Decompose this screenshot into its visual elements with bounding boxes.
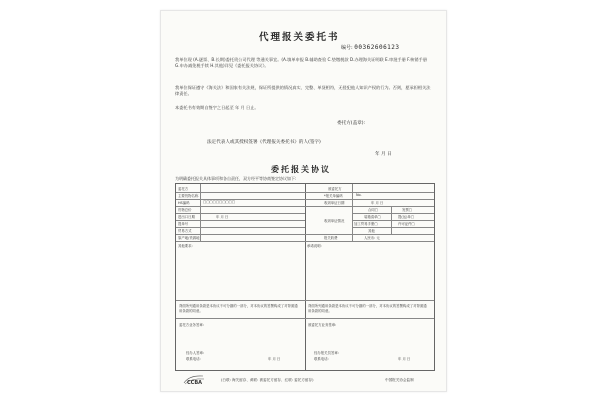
agreement-caption: 为明确委托报关具体事项和各自责任，双方经平等协商签定协议如下: bbox=[175, 176, 297, 181]
number-value: 00362606123 bbox=[354, 44, 400, 51]
signature-date: 年 月 日 bbox=[375, 152, 392, 157]
representative-label: 法定代表人或其授权签署《代理报关委托书》的人(签字) bbox=[207, 140, 321, 145]
right-row-label: 报关收费 bbox=[324, 236, 338, 240]
agent-sign-date: 年 月 日 bbox=[398, 357, 411, 361]
import-date-value: 年 月 日 bbox=[216, 215, 229, 219]
paragraph-3: 本委托书有效期自签字之日起至 年 月 日止。 bbox=[175, 105, 259, 110]
right-row-label: 被委托方 bbox=[328, 187, 342, 191]
terms-right: 背面所列通用条款是本协议不可分割的一部分，对本协议的签署构成了对背面通用条款的同意。 bbox=[308, 304, 427, 313]
right-commitment: 承诺说明: bbox=[307, 244, 322, 248]
agent-phone: 联系电话: bbox=[314, 357, 329, 361]
left-row-label: 主要货物名称 bbox=[178, 194, 199, 198]
doc-check-item: 装箱清单□ bbox=[364, 215, 381, 219]
table-divider bbox=[305, 184, 306, 370]
agreement-title: 委托报关协议 bbox=[271, 165, 331, 174]
principal-sign-date: 年 月 日 bbox=[268, 357, 281, 361]
footer-copies: (白联: 海关留存、黄联: 被委托方留存、红联: 委托方留存) bbox=[221, 378, 314, 382]
doc-check-item: 提(运)单□ bbox=[398, 215, 415, 219]
document-number bbox=[341, 44, 400, 51]
agent-business-seal: 被委托方业务签章: bbox=[308, 323, 337, 327]
principal-handler: 经办人签章: bbox=[186, 351, 205, 355]
left-row-label: 原产地/货源地 bbox=[178, 236, 200, 240]
left-row-label: 提单号 bbox=[178, 222, 189, 226]
fee-unit: 人民币: 元 bbox=[364, 236, 380, 240]
paragraph-2: 我单位保证遵守《海关法》和国家有关法规，保证所提供的情况真实、完整、单货相符，无侵犯他人知识产权的行为。否则，愿承担相关法律责任。 bbox=[175, 85, 431, 97]
doc-check-item: 许可证件□ bbox=[398, 222, 415, 226]
number-label: 编号: bbox=[341, 45, 353, 51]
left-row-label: 货物总价 bbox=[178, 208, 192, 212]
principal-business-seal: 委托方业务签章: bbox=[179, 323, 204, 327]
principal-stamp-label: 委托方(盖章): bbox=[337, 121, 366, 126]
doc-check-item: 合同□ bbox=[368, 208, 378, 212]
agreement-table bbox=[175, 183, 435, 371]
left-row-label: 委托方 bbox=[178, 187, 189, 191]
agent-handler: 经办报关员签章: bbox=[314, 351, 339, 355]
ccba-logo-icon bbox=[183, 373, 205, 385]
page-title: 代理报关委托书 bbox=[259, 32, 340, 43]
right-row-label: 收到单证情况 bbox=[324, 219, 345, 223]
principal-phone: 联系电话: bbox=[186, 357, 201, 361]
left-row-label: 进出口日期 bbox=[178, 215, 195, 219]
paragraph-1: 我单位现 (A.逐票、B.长期)委托贵公司代理 等通关事宜。(A.填单申报 B.辅助查验 C.垫缴税款 D.办理海关证明联 E.审批手册 F.核销手册 G.申办减免税手续 H.其他)详见《委托报关协议》。 bbox=[175, 57, 427, 69]
left-other-requirements: 其他要求: bbox=[178, 244, 193, 248]
left-row-label: 贸易方式 bbox=[178, 229, 192, 233]
hs-code-boxes: □□□□□□□□□□ bbox=[203, 200, 236, 204]
no-label: No. bbox=[356, 193, 362, 197]
right-row-label: 收到单证日期 bbox=[324, 201, 345, 205]
left-row-label: HS编码 bbox=[178, 201, 190, 205]
logo-text: CCBA bbox=[187, 380, 203, 385]
receipt-date-value: 年 月 日 bbox=[371, 201, 384, 205]
terms-left: 背面所列通用条款是本协议不可分割的一部分，对本协议的签署构成了对背面通用条款的同意。 bbox=[179, 304, 298, 313]
doc-check-item: 其他 bbox=[368, 229, 375, 233]
document-page bbox=[160, 10, 447, 392]
footer-issuer: 中国报关协会监制 bbox=[385, 378, 414, 382]
right-row-label: *报关单编码 bbox=[324, 194, 343, 198]
doc-check-item: 加工贸易手册□ bbox=[354, 222, 378, 226]
doc-check-item: 发票□ bbox=[402, 208, 412, 212]
